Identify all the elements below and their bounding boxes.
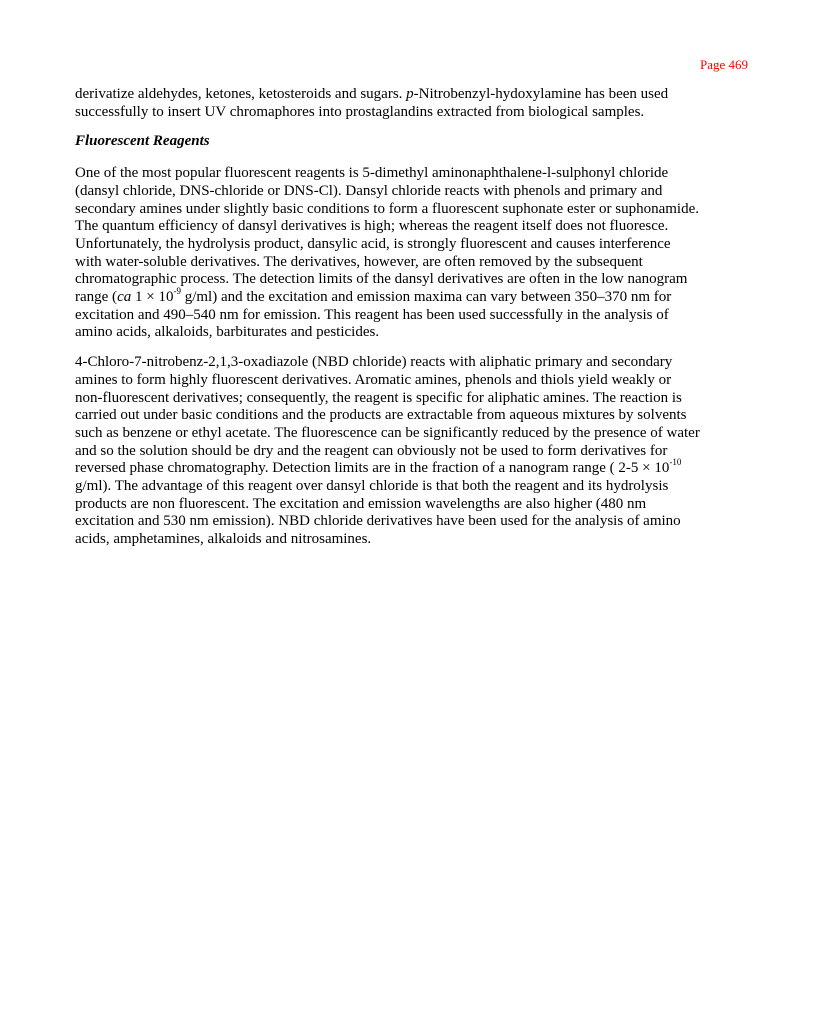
nbd-paragraph — [75, 354, 750, 549]
text-line: Unfortunately, the hydrolysis product, dansylic acid, is strongly fluorescent and causes interference — [75, 235, 671, 252]
text-line: g/ml). The advantage of this reagent over dansyl chloride is that both the reagent and its hydrolysis — [75, 478, 669, 495]
text-line: successfully to insert UV chromaphores into prostaglandins extracted from biological samples. — [75, 103, 645, 120]
text-line: reversed phase chromatography. Detection limits are in the fraction of a nanogram range ( $2-5 \times 10^{-10}$ — [75, 457, 682, 477]
text-line: and so the solution should be dry and the reagent can obviously not be used to form derivatives for — [75, 442, 668, 459]
text-line: excitation and 490–540 nm for emission. This reagent has been used successfully in the analysis of — [75, 306, 669, 323]
text-line: carried out under basic conditions and the products are extractable from aqueous mixtures by solvents — [75, 407, 687, 424]
text-line: derivatize aldehydes, ketones, ketosteroids and sugars. p-Nitrobenzyl-hydoxylamine has been used — [75, 86, 669, 102]
text-line: One of the most popular fluorescent reagents is 5-dimethyl aminonaphthalene-l-sulphonyl chloride — [75, 165, 669, 182]
dansyl-paragraph — [75, 165, 750, 342]
text-line: acids, amphetamines, alkaloids and nitrosamines. — [75, 531, 372, 548]
text-line: with water-soluble derivatives. The derivatives, however, are often removed by the subsequent — [75, 253, 643, 270]
text-line: 4-Chloro-7-nitrobenz-2,1,3-oxadiazole (NBD chloride) reacts with aliphatic primary and secondary — [75, 354, 673, 371]
text-line: excitation and 530 nm emission). NBD chloride derivatives have been used for the analysis of amino — [75, 513, 681, 530]
text-line: non-fluorescent derivatives; consequently, the reagent is specific for aliphatic amines. The reaction is — [75, 389, 682, 406]
text-line: (dansyl chloride, DNS-chloride or DNS-Cl). Dansyl chloride reacts with phenols and primary and — [75, 182, 663, 199]
document-body — [75, 86, 750, 561]
text-line: secondary amines under slightly basic conditions to form a fluorescent suphonate ester or suphonamide. — [75, 200, 700, 217]
page-number: Page 469 — [699, 57, 748, 72]
text-line: amino acids, alkaloids, barbiturates and pesticides. — [75, 324, 380, 341]
text-line: The quantum efficiency of dansyl derivatives is high; whereas the reagent itself does not fluoresce. — [75, 218, 669, 235]
text-line: chromatographic process. The detection limits of the dansyl derivatives are often in the low nanogram — [75, 271, 688, 288]
text-line: range (ca $1 \times 10^{-9}$ g/ml) and the excitation and emission maxima can vary between 350–370 nm for — [75, 286, 672, 306]
intro-paragraph — [75, 86, 750, 121]
section-heading: Fluorescent Reagents — [75, 133, 210, 150]
text-line: such as benzene or ethyl acetate. The fluorescence can be significantly reduced by the presence of water — [75, 424, 700, 441]
text-line: products are non fluorescent. The excitation and emission wavelengths are also higher (480 nm — [75, 495, 647, 512]
text-line: amines to form highly fluorescent derivatives. Aromatic amines, phenols and thiols yield weakly or — [75, 371, 672, 388]
